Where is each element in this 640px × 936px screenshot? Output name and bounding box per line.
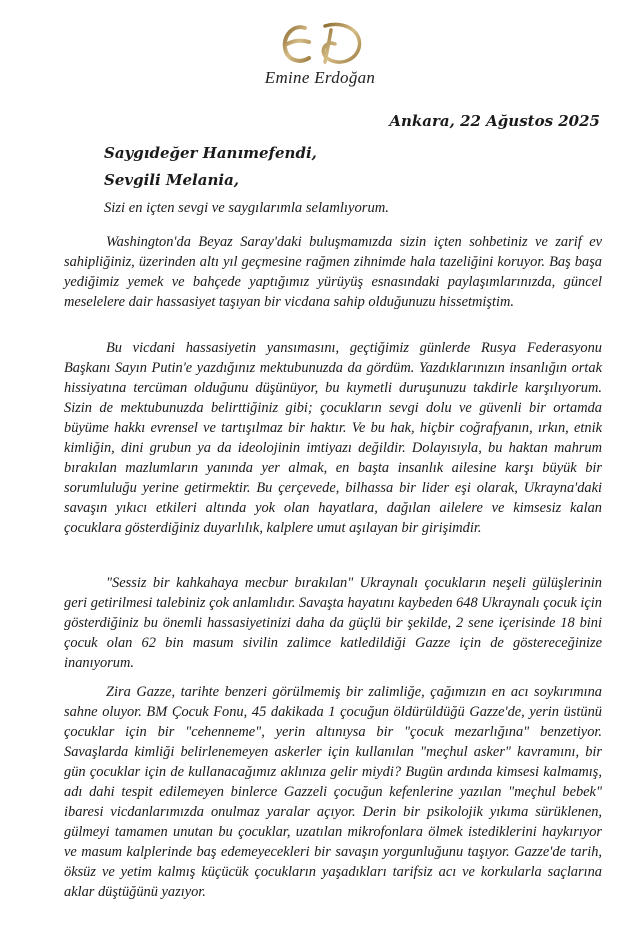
letterhead	[0, 0, 640, 100]
paragraph-text: Zira Gazze, tarihte benzeri görülmemiş bir zalimliğe, çağımızın en acı soykırımına sahne oluyor. BM Çocuk Fonu, 45 dakikada 1 çocuğun öldürüldüğü Gazze'de, yerin üstünü çocuklar için bir "cehenneme", yerin altınıysa bir "çocuk mezarlığına" benzetiyor. Savaşlarda kimliği belirlenemeyen askerler için kullanılan "meçhul asker" kavramını, bir gün çocuklar için de kullanacağımız aklınıza gelir miydi? Bugün ardında kimsesi kalmamış, adı dahi tespit edilemeyen binlerce Gazzeli çocuğun kefenlerine yazılan "meçhul bebek" ibaresi vicdanlarımızda onulmaz yaralar açıyor. Derin bir psikolojik yıkıma sürüklenen, gülmeyi tamamen unutan bu çocuklar, uzatılan mikrofonlara ölmek istediklerini haykırıyor ve masum kalplerinde baş edemeyecekleri bir savaşın yorgunluğunu taşıyor. Gazze'de tarih, öksüz ve yetim kalmış küçücük çocukların yaşadıkları tarifsiz acı ve korkularla saçlarına aklar düştüğünü yazıyor.	[64, 684, 602, 900]
greeting-line: Sizi en içten sevgi ve saygılarımla selamlıyorum.	[104, 200, 389, 216]
monogram-logo-icon	[275, 18, 367, 68]
salutation-formal: Saygıdeğer Hanımefendi,	[104, 144, 317, 162]
salutation-personal: Sevgili Melania,	[104, 171, 240, 189]
paragraph-text: Washington'da Beyaz Saray'daki buluşmamızda sizin içten sohbetiniz ve zarif ev sahipliğiniz, üzerinden altı yıl geçmesine rağmen zihnimde hala tazeliğini koruyor. Baş başa yediğimiz yemek ve bahçede yaptığımız yürüyüş esnasındaki paylaşımlarınızda, güncel meselelere dair hassasiyet taşıyan bir vicdana sahip olduğunuzu hissetmiştim.	[64, 234, 602, 310]
paragraph-1	[64, 232, 602, 312]
paragraph-text: "Sessiz bir kahkahaya mecbur bırakılan" Ukraynalı çocukların neşeli gülüşlerinin geri getirilmesi talebiniz çok anlamlıdır. Savaşta hayatını kaybeden 648 Ukraynalı çocuk için gösterdiğiniz bu önemli hassasiyetinizi daha da güçlü bir şekilde, 2 sene içerisinde 18 bini çocuk olan 62 bin masum sivilin zalimce katledildiği Gazze için de göstereceğinize inanıyorum.	[64, 575, 602, 671]
paragraph-text: Bu vicdani hassasiyetin yansımasını, geçtiğimiz günlerde Rusya Federasyonu Başkanı Sayın Putin'e yazdığınız mektubunuzda da gördüm. Yazdıklarınızın insanlığın ortak hissiyatına tercüman olduğunu düşünüyor, bu kıymetli duruşunuzu takdirle karşılıyorum. Sizin de mektubunuzda belirttiğiniz gibi; çocukların sevgi dolu ve güvenli bir ortamda büyüme hakkı evrensel ve tartışılmaz bir haktır. Ve bu hak, hiçbir coğrafyanın, ırkın, etnik kimliğin, dini grubun ya da ideolojinin imtiyazı değildir. Dolayısıyla, bu haktan mahrum bırakılan mazlumların yanında yer almak, en başta insanlık ailesine karşı büyük bir sorumluluğu yerine getirmektir. Bu çerçevede, bilhassa bir lider eşi olarak, Ukrayna'daki savaşın yıkıcı etkileri altında yok olan hayatlara, dağılan ailelere ve kimsesiz kalan çocuklara gösterdiğiniz duyarlılık, kalplere umut aşılayan bir girişimdir.	[64, 340, 602, 536]
paragraph-3	[64, 573, 602, 673]
signature-name: Emine Erdoğan	[264, 68, 376, 87]
paragraph-4	[64, 682, 602, 902]
paragraph-2	[64, 338, 602, 538]
date-line: Ankara, 22 Ağustos 2025	[389, 112, 600, 130]
